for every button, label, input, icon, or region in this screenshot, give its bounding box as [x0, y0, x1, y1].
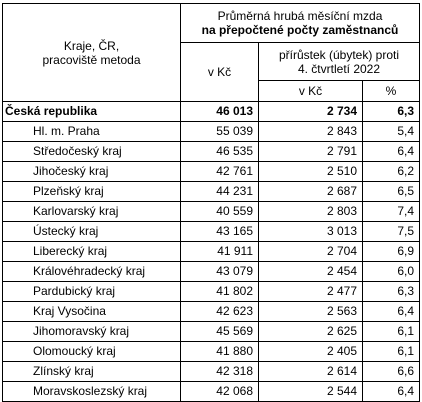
wage-vkc-header: v Kč — [181, 43, 259, 102]
region-cell: Královéhradecký kraj — [3, 262, 181, 282]
region-column-header — [3, 4, 181, 102]
diff-cell: 2 803 — [259, 202, 363, 222]
region-cell: Kraj Vysočina — [3, 302, 181, 322]
table-row — [3, 262, 420, 282]
pct-cell: 6,3 — [363, 102, 420, 122]
pct-cell: 6,4 — [363, 302, 420, 322]
region-header-line2: pracoviště metoda — [42, 52, 141, 67]
diff-cell: 2 625 — [259, 322, 363, 342]
pct-cell: 6,5 — [363, 182, 420, 202]
wage-cell: 41 802 — [181, 282, 259, 302]
wage-cell: 55 039 — [181, 122, 259, 142]
table-row — [3, 362, 420, 382]
table-row — [3, 182, 420, 202]
wage-cell: 45 569 — [181, 322, 259, 342]
wage-cell: 41 880 — [181, 342, 259, 362]
wage-cell: 43 079 — [181, 262, 259, 282]
wage-cell: 41 911 — [181, 242, 259, 262]
wage-cell: 46 013 — [181, 102, 259, 122]
diff-cell: 3 013 — [259, 222, 363, 242]
table-row — [3, 242, 420, 262]
wage-group-header — [181, 4, 420, 43]
diff-cell: 2 704 — [259, 242, 363, 262]
diff-cell: 2 734 — [259, 102, 363, 122]
table-row — [3, 122, 420, 142]
wage-cell: 42 623 — [181, 302, 259, 322]
pct-cell: 6,1 — [363, 322, 420, 342]
wage-cell: 44 231 — [181, 182, 259, 202]
region-cell: Zlínský kraj — [3, 362, 181, 382]
wage-cell: 40 559 — [181, 202, 259, 222]
region-cell: Moravskoslezský kraj — [3, 382, 181, 402]
region-cell: Plzeňský kraj — [3, 182, 181, 202]
diff-cell: 2 614 — [259, 362, 363, 382]
table-row — [3, 302, 420, 322]
wage-group-title-line2: na přepočtené počty zaměstnanců — [201, 23, 399, 37]
pct-cell: 7,5 — [363, 222, 420, 242]
wage-cell: 42 761 — [181, 162, 259, 182]
pct-cell: 6,4 — [363, 382, 420, 402]
table-row — [3, 162, 420, 182]
pct-cell: 6,2 — [363, 162, 420, 182]
diff-cell: 2 510 — [259, 162, 363, 182]
region-cell: Středočeský kraj — [3, 142, 181, 162]
diff-cell: 2 687 — [259, 182, 363, 202]
increase-pct-header: % — [363, 81, 420, 102]
table-row — [3, 322, 420, 342]
table-row — [3, 102, 420, 122]
pct-cell: 6,4 — [363, 142, 420, 162]
region-cell: Karlovarský kraj — [3, 202, 181, 222]
wage-cell: 43 165 — [181, 222, 259, 242]
diff-cell: 2 843 — [259, 122, 363, 142]
pct-cell: 6,9 — [363, 242, 420, 262]
pct-cell: 7,4 — [363, 202, 420, 222]
pct-cell: 6,0 — [363, 262, 420, 282]
diff-cell: 2 544 — [259, 382, 363, 402]
diff-cell: 2 405 — [259, 342, 363, 362]
wage-cell: 46 535 — [181, 142, 259, 162]
diff-cell: 2 791 — [259, 142, 363, 162]
table-row — [3, 222, 420, 242]
table-row — [3, 342, 420, 362]
region-cell: Česká republika — [3, 102, 181, 122]
region-cell: Jihomoravský kraj — [3, 322, 181, 342]
increase-header-line1: přírůstek (úbytek) proti — [278, 47, 400, 62]
region-cell: Pardubický kraj — [3, 282, 181, 302]
region-header-line1: Kraje, ČR, — [63, 38, 120, 53]
table-row — [3, 282, 420, 302]
pct-cell: 6,6 — [363, 362, 420, 382]
diff-cell: 2 477 — [259, 282, 363, 302]
region-cell: Ústecký kraj — [3, 222, 181, 242]
header-row-1 — [3, 4, 420, 43]
region-cell: Hl. m. Praha — [3, 122, 181, 142]
table-row — [3, 382, 420, 402]
region-cell: Olomoucký kraj — [3, 342, 181, 362]
diff-cell: 2 454 — [259, 262, 363, 282]
pct-cell: 6,3 — [363, 282, 420, 302]
increase-header — [259, 43, 420, 81]
increase-header-line2: 4. čtvrtletí 2022 — [297, 61, 381, 76]
increase-vkc-header: v Kč — [259, 81, 363, 102]
wage-group-title-line1: Průměrná hrubá měsíční mzda — [217, 9, 383, 23]
table-row — [3, 142, 420, 162]
wage-cell: 42 318 — [181, 362, 259, 382]
pct-cell: 6,1 — [363, 342, 420, 362]
pct-cell: 5,4 — [363, 122, 420, 142]
table-row — [3, 202, 420, 222]
region-cell: Liberecký kraj — [3, 242, 181, 262]
region-cell: Jihočeský kraj — [3, 162, 181, 182]
diff-cell: 2 563 — [259, 302, 363, 322]
wage-table — [2, 3, 420, 402]
wage-cell: 42 068 — [181, 382, 259, 402]
